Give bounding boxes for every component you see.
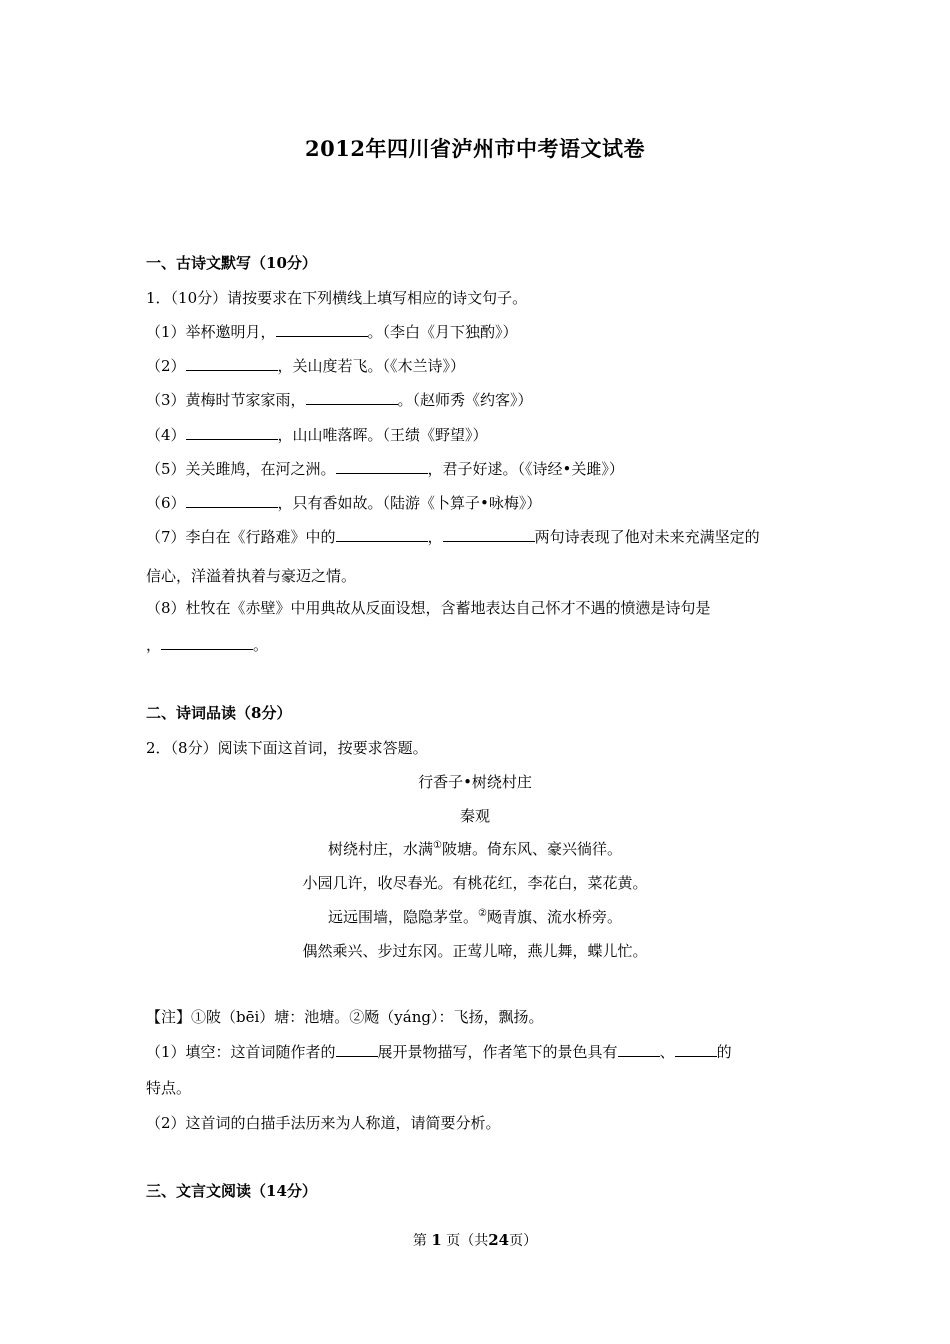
page-number: 1 <box>431 1231 442 1249</box>
fill-blank[interactable] <box>336 526 428 542</box>
poem-author: 秦观 <box>459 807 490 825</box>
poem-line-4: 偶然乘兴、步过东冈。正莺儿啼，燕儿舞，蝶儿忙。 <box>302 942 648 960</box>
text: 、 <box>659 1043 675 1061</box>
text: （5）关关雎鸠，在河之洲。 <box>146 460 336 478</box>
text: （7）李白在《行路难》中的 <box>146 528 336 546</box>
item-1-5 <box>146 458 811 479</box>
item-1-1 <box>146 321 811 342</box>
item-1-8-cont <box>146 634 811 655</box>
subquestion-2-2: （2）这首词的白描手法历来为人称道，请简要分析。 <box>146 1114 501 1132</box>
text: 的 <box>716 1043 732 1061</box>
text: 。（李白《月下独酌》） <box>367 323 518 341</box>
poem-line-2: 小园几许，收尽春光。有桃花红，李花白，菜花黄。 <box>302 874 648 892</box>
text: 第 <box>412 1233 427 1249</box>
total-pages: 24 <box>488 1231 510 1249</box>
item-1-3 <box>146 389 811 410</box>
text: 页（共 <box>446 1233 489 1249</box>
fill-blank[interactable] <box>675 1041 717 1057</box>
section-heading-3: 三、文言文阅读（14分） <box>146 1182 317 1200</box>
text: （4） <box>146 426 186 444</box>
question-1: 1．（10分）请按要求在下列横线上填写相应的诗文句子。 <box>146 289 528 307</box>
fill-blank[interactable] <box>443 526 535 542</box>
subquestion-2-1 <box>146 1041 811 1062</box>
text: 展开景物描写，作者笔下的景色具有 <box>377 1043 618 1061</box>
text: 远远围墙，隐隐茅堂。 <box>328 908 479 926</box>
section-heading-1: 一、古诗文默写（10分） <box>146 254 317 272</box>
page-title: 2012年四川省泸州市中考语文试卷 <box>305 136 645 161</box>
fill-blank[interactable] <box>186 424 278 440</box>
fill-blank[interactable] <box>276 321 368 337</box>
fill-blank[interactable] <box>186 492 278 508</box>
text: ，关山度若飞。（《木兰诗》） <box>277 357 466 375</box>
note: 【注】①陂（bēi）塘：池塘。②飏（yáng）：飞扬，飘扬。 <box>146 1008 544 1026</box>
text: ， <box>146 636 162 654</box>
fill-blank[interactable] <box>336 1041 378 1057</box>
item-1-8: （8）杜牧在《赤壁》中用典故从反面设想，含蓄地表达自己怀才不遇的愤懑是诗句是 <box>146 599 711 617</box>
text: ，山山唯落晖。（王绩《野望》） <box>277 426 488 444</box>
text: （1）填空：这首词随作者的 <box>146 1043 336 1061</box>
section-heading-2: 二、诗词品读（8分） <box>146 704 292 722</box>
fill-blank[interactable] <box>336 458 428 474</box>
item-1-7 <box>146 526 811 547</box>
fill-blank[interactable] <box>161 634 253 650</box>
text: ，只有香如故。（陆游《卜算子•咏梅》） <box>277 494 542 512</box>
poem-line-3 <box>0 906 950 927</box>
text: （3）黄梅时节家家雨， <box>146 391 306 409</box>
item-1-2 <box>146 355 811 376</box>
text: 。 <box>253 636 269 654</box>
text: 页） <box>509 1233 538 1249</box>
text: 树绕村庄，水满 <box>328 840 434 858</box>
footnote-marker: ② <box>478 908 487 919</box>
item-1-7-cont: 信心，洋溢着执着与豪迈之情。 <box>146 567 357 585</box>
fill-blank[interactable] <box>306 389 398 405</box>
text: （1）举杯邀明月， <box>146 323 276 341</box>
footnote-marker: ① <box>433 840 442 851</box>
page-footer <box>0 1230 950 1250</box>
item-1-4 <box>146 424 811 445</box>
text: 。（赵师秀《约客》） <box>397 391 533 409</box>
text: ，君子好逑。（《诗经•关雎》） <box>427 460 624 478</box>
text: （6） <box>146 494 186 512</box>
fill-blank[interactable] <box>618 1041 660 1057</box>
text: （2） <box>146 357 186 375</box>
text: ， <box>427 528 443 546</box>
fill-blank[interactable] <box>186 355 278 371</box>
question-2: 2．（8分）阅读下面这首词，按要求答题。 <box>146 739 428 757</box>
poem-title: 行香子•树绕村庄 <box>418 773 532 791</box>
text: 陂塘。倚东风、豪兴徜徉。 <box>441 840 622 858</box>
item-1-6 <box>146 492 811 513</box>
text: 两句诗表现了他对未来充满坚定的 <box>534 528 760 546</box>
text: 飏青旗、流水桥旁。 <box>486 908 622 926</box>
subquestion-2-1-cont: 特点。 <box>146 1079 192 1097</box>
poem-line-1 <box>0 838 950 859</box>
